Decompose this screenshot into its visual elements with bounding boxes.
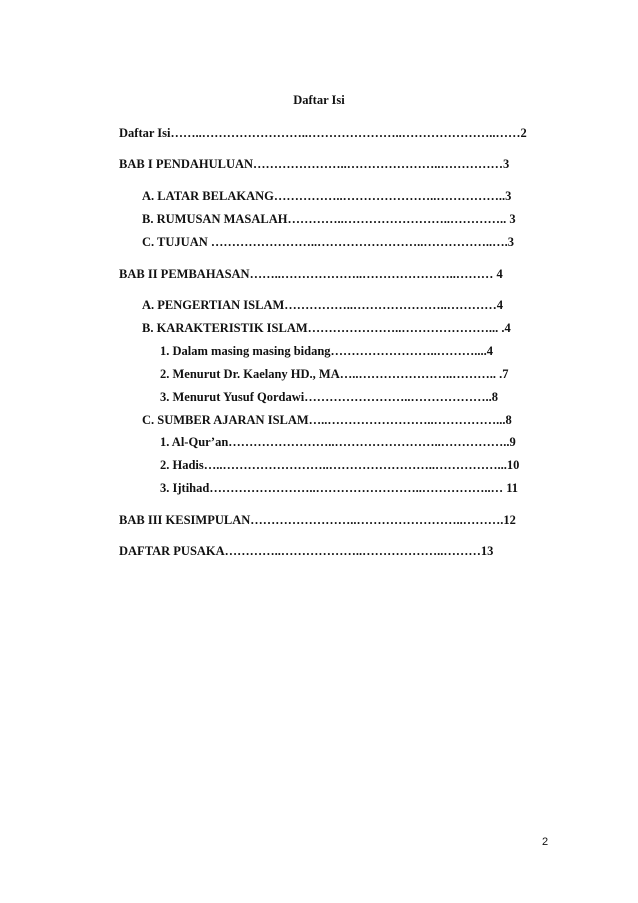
toc-entry-daftar-isi: Daftar Isi……..……………………..…………………..…………………..……2 xyxy=(119,126,527,140)
toc-entry-bab-3: BAB III KESIMPULAN……………………..……………………..……….12 xyxy=(119,513,516,527)
toc-entry-latar-belakang: A. LATAR BELAKANG……………..…………………..……………..3 xyxy=(142,189,512,203)
toc-entry-tujuan: C. TUJUAN ……………………..……………………..……………..….3 xyxy=(142,235,514,249)
toc-entry-bab-2: BAB II PEMBAHASAN……..………………..…………………..……… 4 xyxy=(119,267,503,281)
page-number: 2 xyxy=(541,836,549,848)
toc-entry-pengertian-islam: A. PENGERTIAN ISLAM……………..…………………..…………4 xyxy=(142,298,504,312)
toc-entry-daftar-pusaka: DAFTAR PUSAKA…………..………………..………………..………13 xyxy=(119,544,494,558)
toc-entry-karakteristik-islam: B. KARAKTERISTIK ISLAM…………………..…………………... .4 xyxy=(142,321,511,335)
page-title: Daftar Isi xyxy=(293,93,345,107)
toc-entry-masing-bidang: 1. Dalam masing masing bidang……………………..………....4 xyxy=(160,344,494,358)
toc-entry-rumusan-masalah: B. RUMUSAN MASALAH…………..……………………..………….. 3 xyxy=(142,212,516,226)
toc-entry-qordawi: 3. Menurut Yusuf Qordawi……………………..………………..8 xyxy=(160,390,498,404)
toc-entry-ijtihad: 3. Ijtihad……………………..……………………..……………..… 11 xyxy=(160,481,519,495)
toc-entry-kaelany: 2. Menurut Dr. Kaelany HD., MA…..…………………..……….. .7 xyxy=(160,367,509,381)
toc-entry-bab-1: BAB I PENDAHULUAN…………………..…………………..……………3 xyxy=(119,157,510,171)
toc-entry-al-quran: 1. Al-Qur’an……………………..……………………..……………..9 xyxy=(160,435,516,449)
toc-entry-hadis: 2. Hadis…..……………………..……………………..……………...10 xyxy=(160,458,520,472)
toc-entry-sumber-ajaran: C. SUMBER AJARAN ISLAM…..……………………..……………...8 xyxy=(142,413,512,427)
